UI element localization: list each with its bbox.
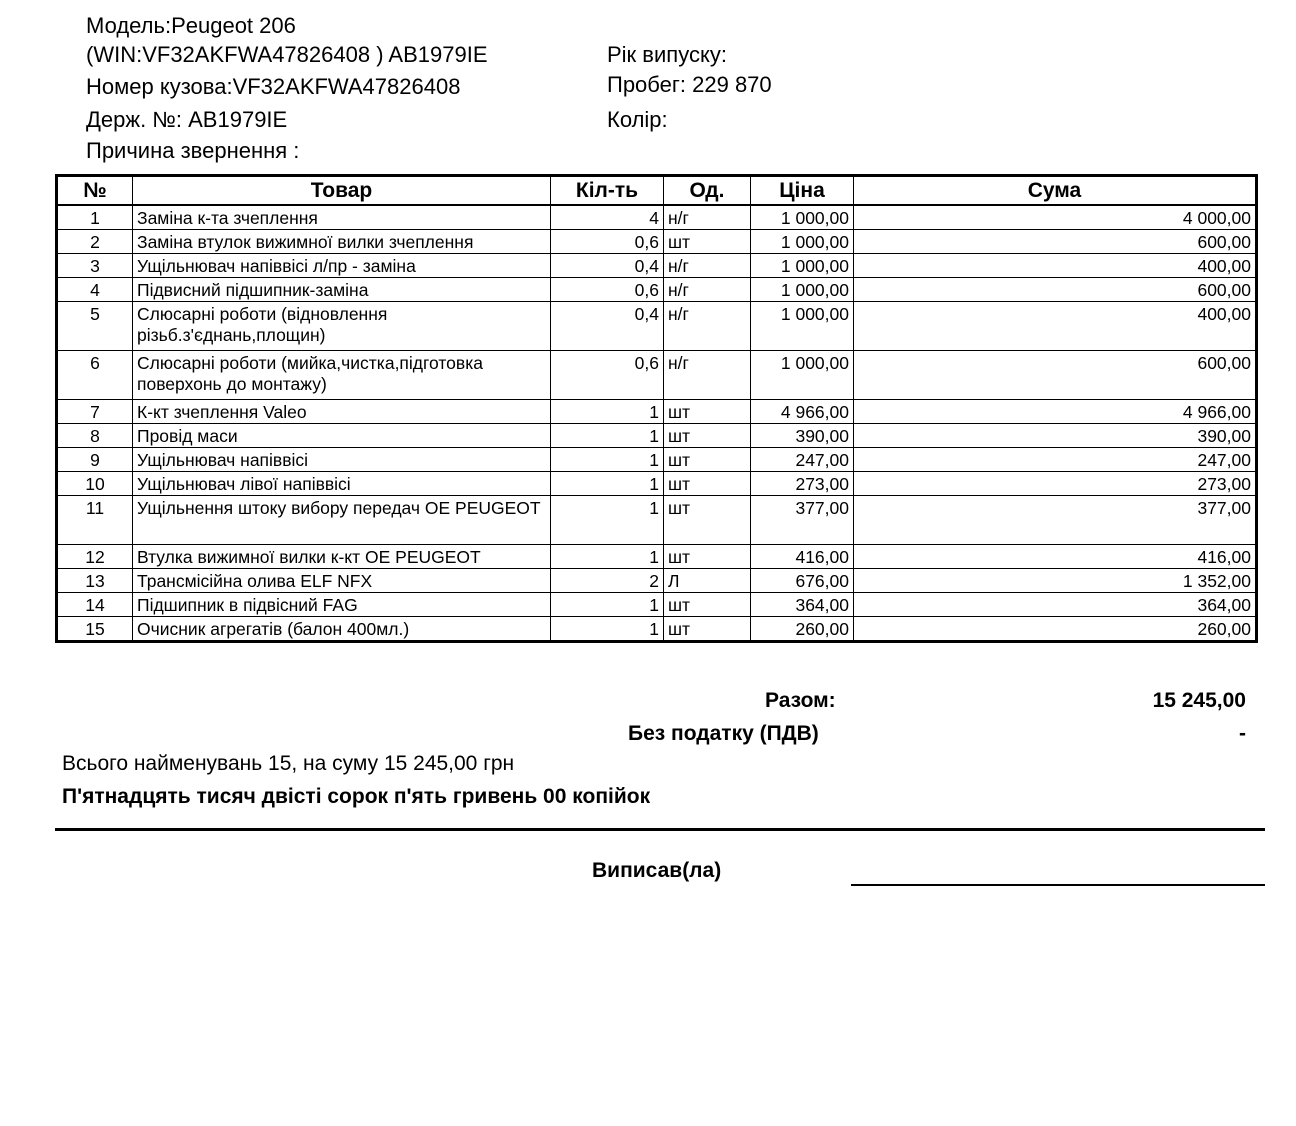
col-header-price: Ціна [751, 176, 854, 206]
row-item-name: Провід маси [133, 424, 551, 448]
row-number: 5 [57, 302, 133, 351]
row-number: 9 [57, 448, 133, 472]
reason-line: Причина звернення : [86, 138, 300, 163]
row-unit: шт [664, 400, 751, 424]
total-value: 15 245,00 [1152, 689, 1246, 712]
row-price: 1 000,00 [751, 205, 854, 230]
row-price: 260,00 [751, 617, 854, 642]
table-row [57, 230, 1257, 254]
row-sum: 600,00 [854, 230, 1257, 254]
vat-label: Без податку (ПДВ) [628, 722, 819, 745]
row-price: 4 966,00 [751, 400, 854, 424]
row-unit: шт [664, 448, 751, 472]
row-sum: 600,00 [854, 351, 1257, 400]
vat-value: - [1239, 722, 1246, 745]
row-quantity: 1 [551, 472, 664, 496]
row-unit: Л [664, 569, 751, 593]
table-row [57, 424, 1257, 448]
row-quantity: 1 [551, 593, 664, 617]
row-price: 247,00 [751, 448, 854, 472]
issued-by-label: Виписав(ла) [592, 859, 722, 882]
row-price: 390,00 [751, 424, 854, 448]
table-row [57, 448, 1257, 472]
summary-line: Всього найменувань 15, на суму 15 245,00 грн [62, 752, 515, 775]
signature-line [851, 884, 1265, 886]
separator-line [55, 828, 1265, 831]
row-quantity: 1 [551, 448, 664, 472]
row-quantity: 2 [551, 569, 664, 593]
row-quantity: 0,4 [551, 254, 664, 278]
row-sum: 400,00 [854, 302, 1257, 351]
row-quantity: 1 [551, 400, 664, 424]
row-number: 7 [57, 400, 133, 424]
amount-in-words: П'ятнадцять тисяч двісті сорок п'ять гривень 00 копійок [62, 785, 651, 808]
row-sum: 377,00 [854, 496, 1257, 545]
body-number-line: Номер кузова:VF32AKFWA47826408 [86, 74, 461, 99]
table-row [57, 593, 1257, 617]
row-number: 6 [57, 351, 133, 400]
table-row [57, 205, 1257, 230]
year-line: Рік випуску: [607, 42, 727, 67]
row-price: 416,00 [751, 545, 854, 569]
row-price: 1 000,00 [751, 302, 854, 351]
table-row [57, 278, 1257, 302]
row-item-name: Заміна втулок вижимної вилки зчеплення [133, 230, 551, 254]
row-item-name: Очисник агрегатів (балон 400мл.) [133, 617, 551, 642]
row-unit: н/г [664, 351, 751, 400]
row-unit: н/г [664, 254, 751, 278]
row-quantity: 0,6 [551, 351, 664, 400]
table-row [57, 254, 1257, 278]
row-item-name: Слюсарні роботи (відновлення різьб.з'єднань,площин) [133, 302, 551, 351]
row-item-name: Трансмісійна олива ELF NFX [133, 569, 551, 593]
row-quantity: 0,6 [551, 278, 664, 302]
row-sum: 1 352,00 [854, 569, 1257, 593]
row-item-name: Заміна к-та зчеплення [133, 205, 551, 230]
col-header-qty: Кіл-ть [551, 176, 664, 206]
row-sum: 416,00 [854, 545, 1257, 569]
row-quantity: 1 [551, 617, 664, 642]
row-unit: шт [664, 545, 751, 569]
row-number: 13 [57, 569, 133, 593]
row-sum: 247,00 [854, 448, 1257, 472]
col-header-unit: Од. [664, 176, 751, 206]
row-number: 2 [57, 230, 133, 254]
row-sum: 400,00 [854, 254, 1257, 278]
table-row [57, 472, 1257, 496]
table-row [57, 302, 1257, 351]
win-line: (WIN:VF32AKFWA47826408 ) AB1979IE [86, 42, 488, 67]
row-unit: н/г [664, 205, 751, 230]
row-quantity: 1 [551, 424, 664, 448]
row-price: 1 000,00 [751, 278, 854, 302]
col-header-sum: Сума [854, 176, 1257, 206]
row-item-name: К-кт зчеплення Valeo [133, 400, 551, 424]
row-number: 3 [57, 254, 133, 278]
table-row [57, 496, 1257, 545]
row-unit: шт [664, 617, 751, 642]
table-row [57, 545, 1257, 569]
table-row [57, 400, 1257, 424]
row-unit: шт [664, 424, 751, 448]
row-item-name: Ущільнювач напіввісі л/пр - заміна [133, 254, 551, 278]
row-item-name: Ущільнювач лівої напіввісі [133, 472, 551, 496]
row-unit: шт [664, 230, 751, 254]
table-header-row [57, 176, 1257, 206]
plate-line: Держ. №: AB1979IE [86, 107, 288, 132]
row-sum: 4 966,00 [854, 400, 1257, 424]
row-quantity: 0,6 [551, 230, 664, 254]
row-number: 12 [57, 545, 133, 569]
row-number: 11 [57, 496, 133, 545]
row-item-name: Ущільнення штоку вибору передач OE PEUGEOT [133, 496, 551, 545]
row-number: 8 [57, 424, 133, 448]
table-row [57, 617, 1257, 642]
row-price: 364,00 [751, 593, 854, 617]
row-price: 676,00 [751, 569, 854, 593]
items-table [55, 174, 1258, 643]
row-price: 1 000,00 [751, 254, 854, 278]
row-item-name: Слюсарні роботи (мийка,чистка,підготовка поверхонь до монтажу) [133, 351, 551, 400]
row-price: 273,00 [751, 472, 854, 496]
row-sum: 273,00 [854, 472, 1257, 496]
row-sum: 600,00 [854, 278, 1257, 302]
row-price: 1 000,00 [751, 351, 854, 400]
row-unit: н/г [664, 302, 751, 351]
row-unit: шт [664, 472, 751, 496]
row-item-name: Підшипник в підвісний FAG [133, 593, 551, 617]
row-quantity: 1 [551, 496, 664, 545]
col-header-number: № [57, 176, 133, 206]
row-sum: 260,00 [854, 617, 1257, 642]
row-price: 377,00 [751, 496, 854, 545]
color-line: Колір: [607, 107, 668, 132]
row-sum: 390,00 [854, 424, 1257, 448]
row-number: 4 [57, 278, 133, 302]
row-quantity: 4 [551, 205, 664, 230]
row-item-name: Втулка вижимної вилки к-кт OE PEUGEOT [133, 545, 551, 569]
row-item-name: Ущільнювач напіввісі [133, 448, 551, 472]
row-quantity: 0,4 [551, 302, 664, 351]
row-number: 15 [57, 617, 133, 642]
row-sum: 4 000,00 [854, 205, 1257, 230]
mileage-line: Пробег: 229 870 [607, 72, 772, 97]
row-price: 1 000,00 [751, 230, 854, 254]
row-quantity: 1 [551, 545, 664, 569]
row-unit: н/г [664, 278, 751, 302]
row-number: 14 [57, 593, 133, 617]
model-line: Модель:Peugeot 206 [86, 13, 296, 38]
row-unit: шт [664, 496, 751, 545]
total-label: Разом: [765, 689, 836, 712]
table-row [57, 351, 1257, 400]
row-unit: шт [664, 593, 751, 617]
row-item-name: Підвисний підшипник-заміна [133, 278, 551, 302]
col-header-item: Товар [133, 176, 551, 206]
row-number: 1 [57, 205, 133, 230]
row-sum: 364,00 [854, 593, 1257, 617]
row-number: 10 [57, 472, 133, 496]
table-row [57, 569, 1257, 593]
